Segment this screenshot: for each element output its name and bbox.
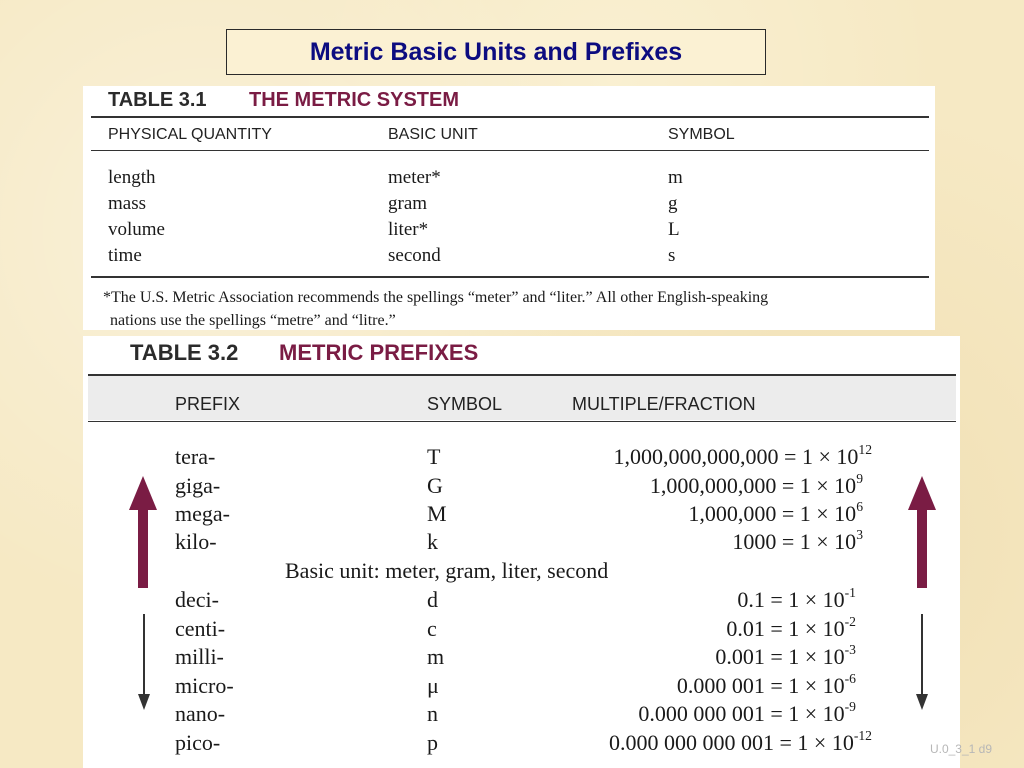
table1-col-unit: BASIC UNIT: [388, 126, 478, 143]
table2-col-multiple: MULTIPLE/FRACTION: [572, 394, 756, 414]
table1-footnote: nations use the spellings “metre” and “litre.”: [110, 312, 396, 329]
prefix-value: $1,000,000,000,000 = 1 \times 10^{12}$: [613, 441, 872, 469]
table1-row-quantity: length: [108, 167, 156, 188]
table1-bottom-rule: [91, 276, 929, 278]
prefix-symbol: T: [427, 444, 441, 469]
table1-col-quantity: PHYSICAL QUANTITY: [108, 126, 272, 143]
table1-row-unit: meter*: [388, 167, 441, 188]
slide-title: Metric Basic Units and Prefixes: [226, 29, 766, 75]
prefix-name: deci-: [175, 587, 219, 612]
prefix-symbol: d: [427, 587, 438, 612]
table2-number: TABLE 3.2: [130, 340, 239, 365]
arrow-down-icon: [136, 614, 152, 710]
table1-row-symbol: s: [668, 245, 676, 266]
prefix-name: milli-: [175, 644, 224, 669]
prefix-symbol: c: [427, 616, 437, 641]
table1-row-quantity: time: [108, 245, 142, 266]
prefix-symbol: p: [427, 730, 438, 755]
basic-unit-line: Basic unit: meter, gram, liter, second: [285, 558, 609, 583]
prefix-value: $1000 = 1 \times 10^3$: [732, 526, 863, 554]
table2-name: METRIC PREFIXES: [279, 340, 479, 365]
arrow-up-icon: [127, 476, 159, 588]
prefix-symbol: k: [427, 529, 438, 554]
prefix-value: $1,000,000 = 1 \times 10^6$: [688, 498, 863, 526]
prefix-symbol: n: [427, 701, 438, 726]
prefix-name: pico-: [175, 730, 221, 755]
arrow-down-icon: [914, 614, 930, 710]
prefix-name: centi-: [175, 616, 226, 641]
table-metric-system: [83, 86, 935, 330]
prefix-symbol: G: [427, 473, 443, 498]
table1-row-symbol: L: [668, 219, 680, 240]
prefix-value: $1,000,000,000 = 1 \times 10^9$: [649, 470, 863, 498]
prefix-name: giga-: [175, 473, 221, 498]
prefix-value: 0.000 $001 = 1 \times 10^{-6}$: [676, 670, 856, 698]
table1-row-unit: liter*: [388, 219, 429, 240]
prefix-value: $0.01 = 1 \times 10^{-2}$: [726, 613, 856, 641]
prefix-name: nano-: [175, 701, 226, 726]
prefix-symbol: μ: [427, 673, 439, 698]
prefix-value: 0.000 000 000 $001 = 1 \times 10^{-12}$: [609, 727, 872, 755]
table2-col-prefix: PREFIX: [175, 394, 241, 414]
table1-row-unit: second: [388, 245, 441, 266]
prefix-symbol: m: [427, 644, 445, 669]
table1-header-rule: [91, 150, 929, 151]
table2-header-rule: [88, 421, 956, 422]
table1-row-quantity: mass: [108, 193, 146, 214]
table1-footnote: *The U.S. Metric Association recommends the spellings “meter” and “liter.” All other English-speaking: [103, 289, 769, 306]
prefix-name: mega-: [175, 501, 230, 526]
prefix-symbol: M: [427, 501, 447, 526]
prefix-value: 0.000 000 $001 = 1 \times 10^{-9}$: [638, 698, 856, 726]
table1-row-quantity: volume: [108, 219, 165, 240]
table1-row-unit: gram: [388, 193, 428, 214]
table2-col-symbol: SYMBOL: [427, 394, 503, 414]
table1-col-symbol: SYMBOL: [668, 126, 735, 143]
prefix-value: $0.1 = 1 \times 10^{-1}$: [737, 584, 856, 612]
table1-name: THE METRIC SYSTEM: [249, 89, 460, 111]
prefix-name: kilo-: [175, 529, 217, 554]
table1-row-symbol: g: [668, 193, 678, 214]
arrow-up-icon: [906, 476, 938, 588]
prefix-value: $0.001 = 1 \times 10^{-3}$: [715, 641, 856, 669]
prefix-name: tera-: [175, 444, 216, 469]
slide-code: U.0_3_1 d9: [929, 742, 992, 756]
table-metric-prefixes: [83, 336, 960, 768]
table1-number: TABLE 3.1: [108, 89, 207, 111]
prefix-name: micro-: [175, 673, 234, 698]
table1-top-rule: [91, 116, 929, 118]
table1-row-symbol: m: [668, 167, 683, 188]
